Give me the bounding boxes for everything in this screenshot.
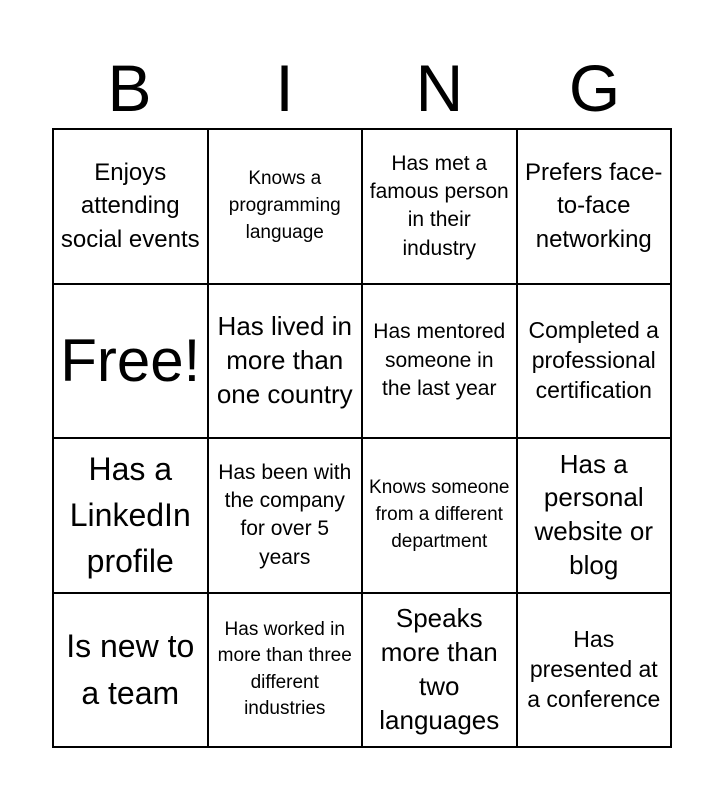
free-space-cell[interactable]: [54, 285, 209, 440]
header-letter-g: G: [568, 51, 621, 125]
header-letter-n: N: [415, 51, 464, 125]
bingo-cell[interactable]: [209, 594, 364, 749]
bingo-cell-text: Knows a programming language: [228, 168, 341, 243]
bingo-cell[interactable]: [518, 594, 673, 749]
header-letter-i: I: [275, 51, 294, 125]
bingo-cell-text: Has a personal website or blog: [534, 448, 653, 581]
bingo-cell[interactable]: [54, 130, 209, 285]
bingo-cell-text: Enjoys attending social events: [60, 158, 200, 254]
bingo-cell-text: Completed a professional certification: [528, 316, 659, 403]
bingo-cell-text: Is new to a team: [66, 628, 195, 711]
bingo-cell-text: Has worked in more than three different industries: [217, 618, 352, 720]
bingo-cell[interactable]: [518, 285, 673, 440]
bingo-cell-text: Knows someone from a different department: [369, 477, 510, 552]
bingo-cell[interactable]: [209, 439, 364, 594]
bingo-cell-text: Speaks more than two languages: [379, 603, 500, 735]
bingo-cell[interactable]: [518, 439, 673, 594]
bingo-cell[interactable]: [54, 594, 209, 749]
bingo-cell[interactable]: [363, 594, 518, 749]
bingo-cell-text: Has lived in more than one country: [216, 311, 353, 409]
bingo-header: [52, 52, 672, 124]
header-letter-b: B: [107, 51, 152, 125]
bingo-grid: [52, 128, 672, 748]
bingo-cell-text: Has a LinkedIn profile: [69, 450, 191, 580]
bingo-cell-text: Has mentored someone in the last year: [373, 320, 506, 400]
bingo-cell[interactable]: [209, 285, 364, 440]
bingo-cell[interactable]: [363, 285, 518, 440]
bingo-cell[interactable]: [209, 130, 364, 285]
bingo-cell[interactable]: [518, 130, 673, 285]
bingo-cell-text: Has been with the company for over 5 years: [218, 460, 352, 569]
bingo-cell-text: Free!: [60, 326, 201, 394]
bingo-cell[interactable]: [363, 439, 518, 594]
bingo-cell-text: Prefers face-to-face networking: [525, 158, 663, 254]
bingo-cell-text: Has presented at a conference: [527, 625, 661, 712]
bingo-cell[interactable]: [54, 439, 209, 594]
bingo-cell-text: Has met a famous person in their industry: [369, 151, 509, 260]
bingo-cell[interactable]: [363, 130, 518, 285]
